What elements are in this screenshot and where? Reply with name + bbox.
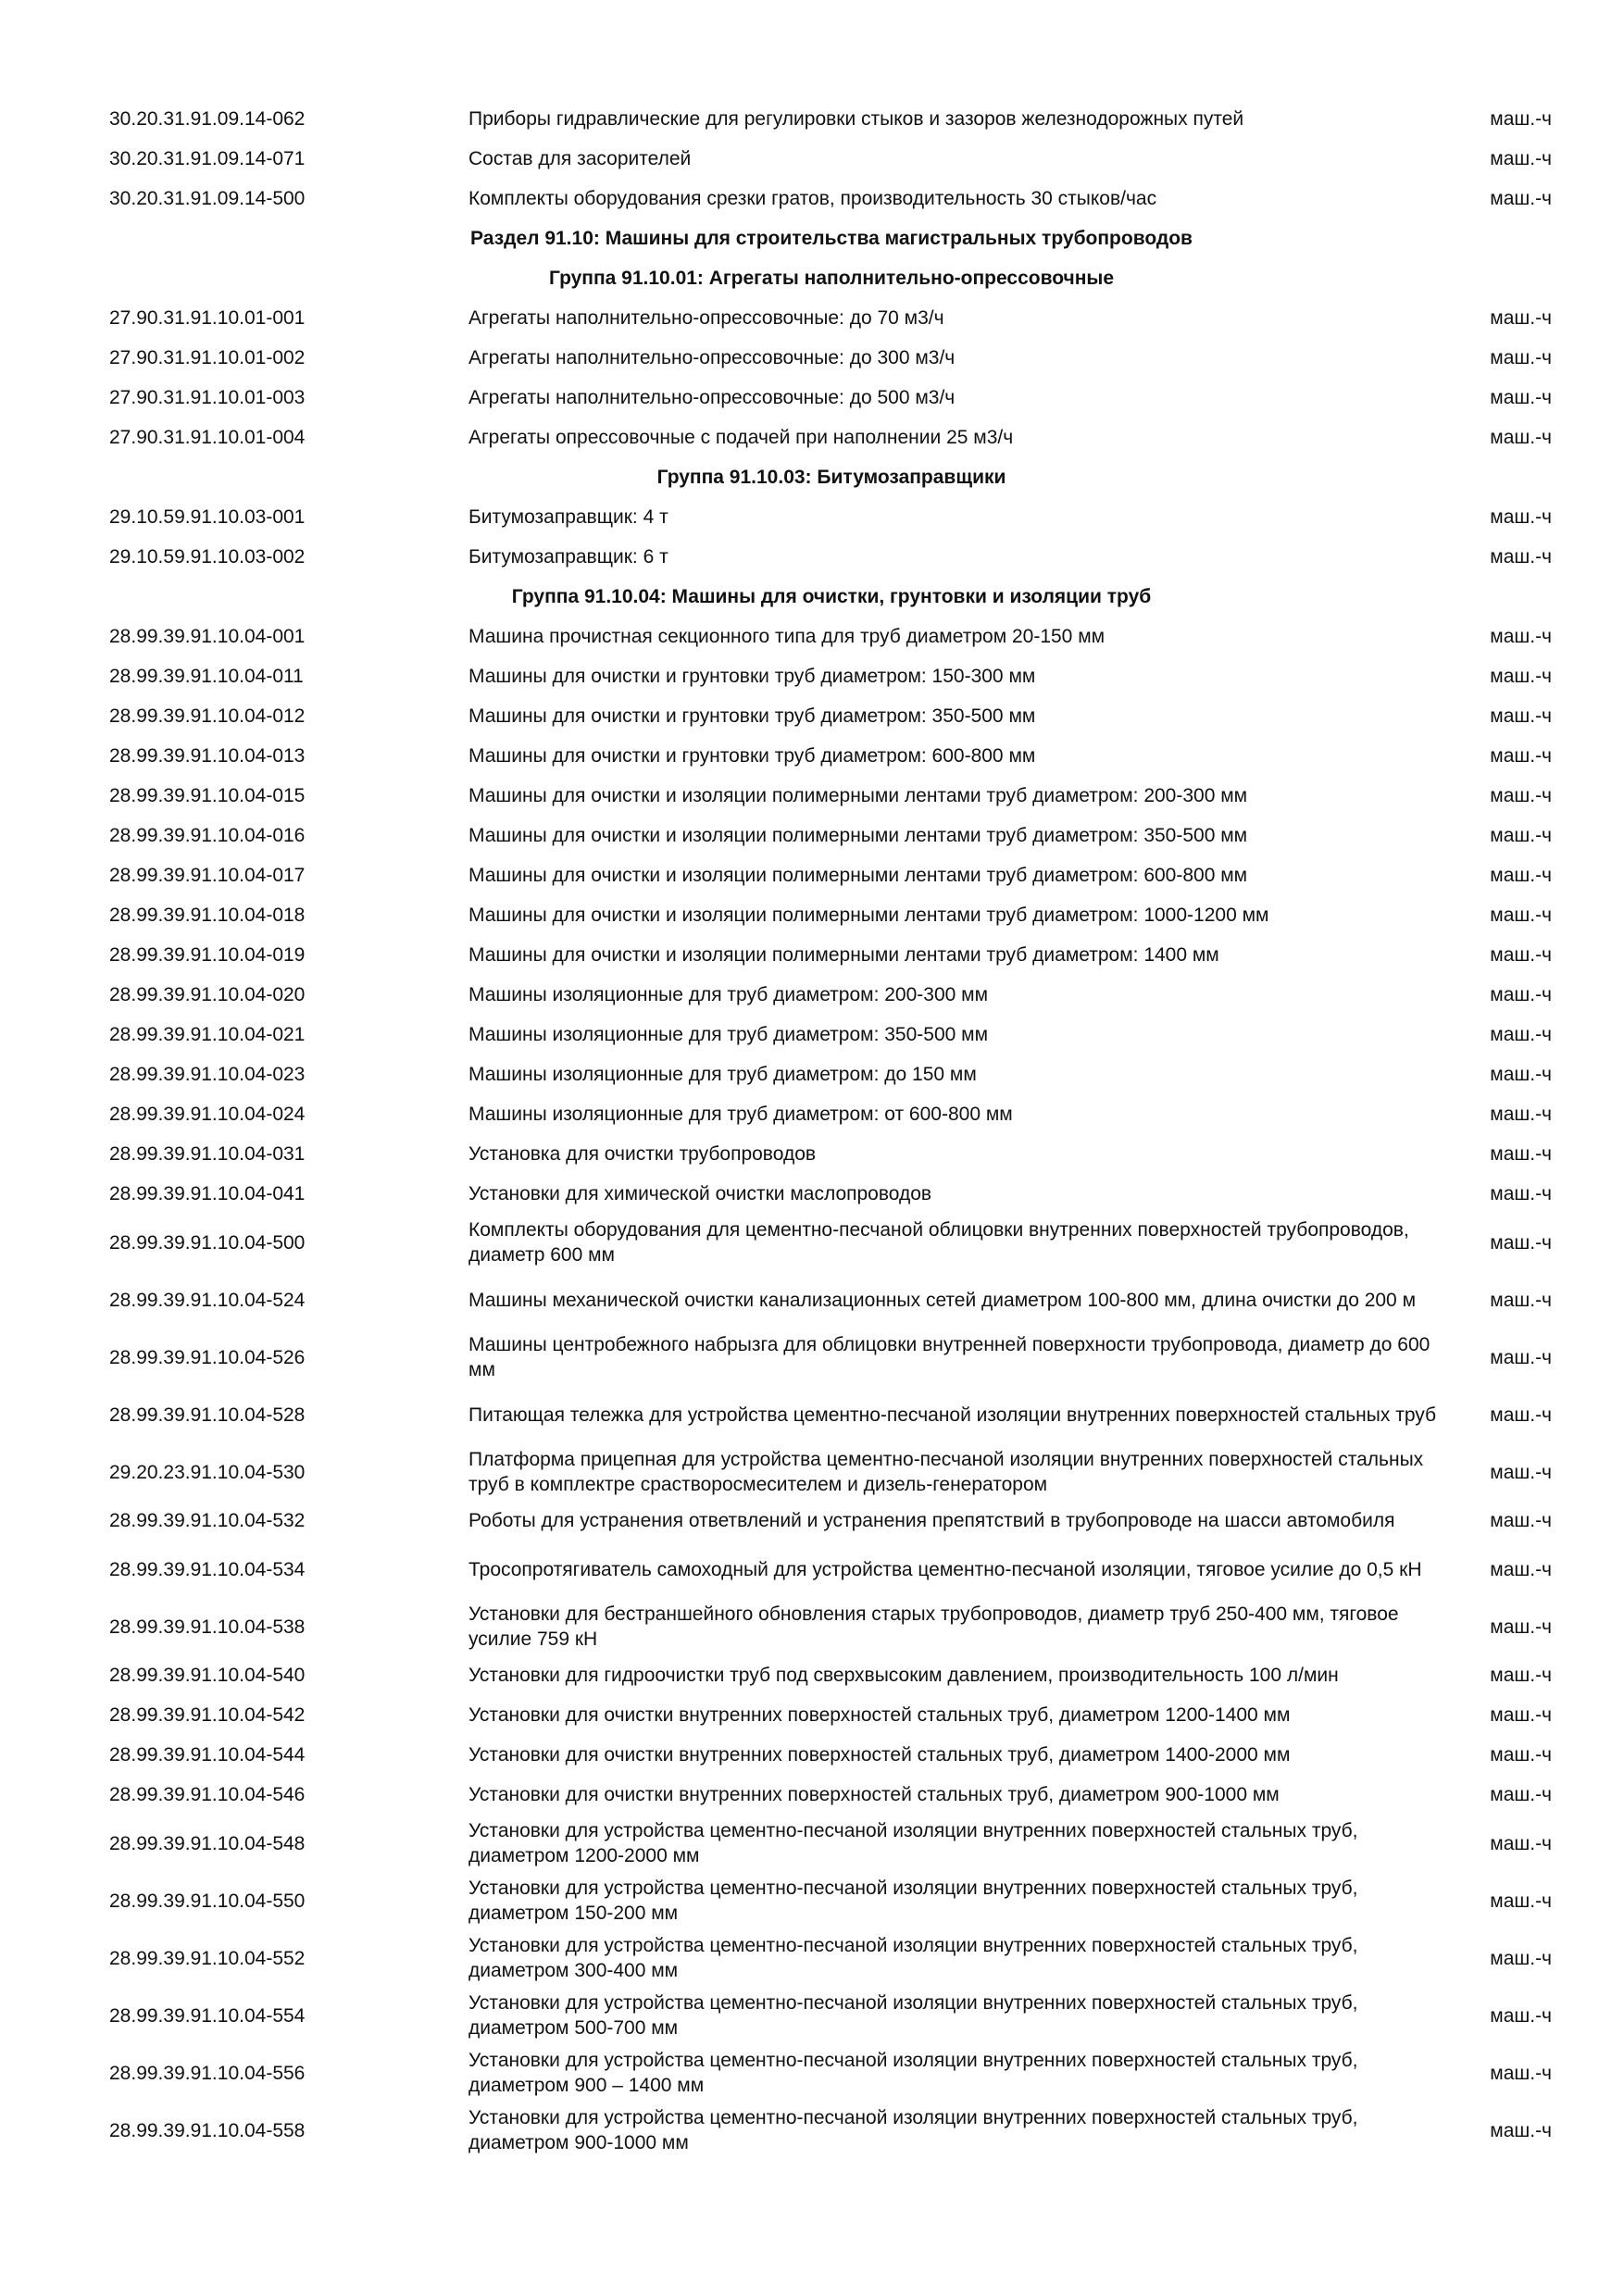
unit-of-measure: маш.-ч (1490, 1704, 1552, 1726)
section-heading: Группа 91.10.01: Агрегаты наполнительно-опрессовочные (548, 267, 1115, 289)
unit-of-measure: маш.-ч (1490, 1461, 1552, 1483)
table-row (109, 816, 1554, 855)
resource-code: 28.99.39.91.10.04-013 (109, 745, 306, 767)
unit-of-measure: маш.-ч (1490, 307, 1552, 329)
table-row (109, 736, 1554, 776)
table-row (109, 1443, 1554, 1501)
unit-of-measure: маш.-ч (1490, 2119, 1552, 2141)
resource-name: Машины изоляционные для труб диаметром: 200-300 мм (468, 984, 989, 1005)
resource-name: Машины изоляционные для труб диаметром: от 600-800 мм (468, 1104, 1013, 1125)
resource-table (109, 99, 1554, 2159)
table-row (109, 855, 1554, 895)
unit-of-measure: маш.-ч (1490, 427, 1552, 448)
resource-code: 28.99.39.91.10.04-558 (109, 2119, 306, 2141)
resource-code: 27.90.31.91.10.01-004 (109, 427, 306, 448)
resource-name: Установки для устройства цементно-песчаной изоляции внутренних поверхностей стальных труб, диаметром 900-1000 мм (468, 2107, 1358, 2153)
unit-of-measure: маш.-ч (1490, 1665, 1552, 1686)
resource-name: Платформа прицепная для устройства цементно-песчаной изоляции внутренних поверхностей стальных труб в комплектре срастворосмесителем и дизель-генератором (468, 1449, 1424, 1495)
unit-of-measure: маш.-ч (1490, 1404, 1552, 1426)
resource-name: Установки для гидроочистки труб под сверхвысоким давлением, производительность 100 л/мин (468, 1665, 1339, 1686)
table-row (109, 656, 1554, 696)
resource-code: 28.99.39.91.10.04-556 (109, 2062, 306, 2084)
resource-name: Машины для очистки и грунтовки труб диаметром: 600-800 мм (468, 745, 1036, 767)
table-row (109, 418, 1554, 457)
resource-code: 30.20.31.91.09.14-062 (109, 108, 306, 130)
resource-name: Комплекты оборудования для цементно-песчаной облицовки внутренних поверхностей трубопроводов, диаметр 600 мм (468, 1219, 1409, 1266)
resource-code: 28.99.39.91.10.04-546 (109, 1784, 306, 1805)
resource-code: 28.99.39.91.10.04-524 (109, 1289, 306, 1311)
unit-of-measure: маш.-ч (1490, 347, 1552, 368)
table-row (109, 338, 1554, 378)
resource-code: 28.99.39.91.10.04-548 (109, 1832, 306, 1854)
resource-name: Машины центробежного набрызга для облицовки внутренней поверхности трубопровода, диаметр до 600 мм (468, 1334, 1430, 1380)
table-row (109, 1054, 1554, 1094)
table-row (109, 1501, 1554, 1541)
table-row (109, 696, 1554, 736)
resource-name: Установки для очистки внутренних поверхностей стальных труб, диаметром 1200-1400 мм (468, 1704, 1291, 1726)
table-row (109, 1815, 1554, 1872)
unit-of-measure: маш.-ч (1490, 1890, 1552, 1912)
resource-name: Машины изоляционные для труб диаметром: 350-500 мм (468, 1024, 989, 1045)
resource-code: 30.20.31.91.09.14-500 (109, 188, 306, 209)
unit-of-measure: маш.-ч (1490, 2004, 1552, 2027)
unit-of-measure: маш.-ч (1490, 944, 1552, 966)
unit-of-measure: маш.-ч (1490, 506, 1552, 528)
resource-code: 28.99.39.91.10.04-017 (109, 865, 306, 886)
resource-code: 28.99.39.91.10.04-023 (109, 1064, 306, 1085)
unit-of-measure: маш.-ч (1490, 1143, 1552, 1165)
resource-code: 28.99.39.91.10.04-024 (109, 1104, 306, 1125)
resource-code: 30.20.31.91.09.14-071 (109, 148, 306, 169)
resource-name: Установки для очистки внутренних поверхностей стальных труб, диаметром 1400-2000 мм (468, 1744, 1291, 1766)
resource-code: 28.99.39.91.10.04-532 (109, 1510, 306, 1531)
resource-code: 28.99.39.91.10.04-542 (109, 1704, 306, 1726)
resource-name: Битумозаправщик: 4 т (468, 506, 668, 528)
resource-name: Питающая тележка для устройства цементно-песчаной изоляции внутренних поверхностей стальных труб (468, 1404, 1437, 1426)
resource-code: 28.99.39.91.10.04-001 (109, 626, 306, 647)
resource-code: 28.99.39.91.10.04-019 (109, 944, 306, 966)
resource-code: 29.10.59.91.10.03-001 (109, 506, 306, 528)
resource-name: Тросопротягиватель самоходный для устройства цементно-песчаной изоляции, тяговое усилие до 0,5 кН (468, 1558, 1422, 1580)
resource-code: 29.10.59.91.10.03-002 (109, 546, 306, 568)
resource-code: 28.99.39.91.10.04-540 (109, 1665, 306, 1686)
resource-name: Агрегаты наполнительно-опрессовочные: до 300 м3/ч (468, 347, 956, 368)
table-row (109, 1094, 1554, 1134)
resource-name: Машины для очистки и изоляции полимерными лентами труб диаметром: 600-800 мм (468, 865, 1248, 886)
resource-name: Приборы гидравлические для регулировки стыков и зазоров железнодорожных путей (468, 108, 1244, 130)
resource-code: 28.99.39.91.10.04-041 (109, 1183, 306, 1204)
unit-of-measure: маш.-ч (1490, 825, 1552, 846)
unit-of-measure: маш.-ч (1490, 865, 1552, 886)
table-row (109, 298, 1554, 338)
resource-name: Установки для бестраншейного обновления старых трубопроводов, диаметр труб 250-400 мм, тяговое усилие 759 кН (468, 1603, 1399, 1650)
table-row (109, 2102, 1554, 2159)
table-row (109, 1655, 1554, 1695)
unit-of-measure: маш.-ч (1490, 546, 1552, 568)
unit-of-measure: маш.-ч (1490, 1064, 1552, 1085)
resource-name: Битумозаправщик: 6 т (468, 546, 668, 568)
resource-name: Машина прочистная секционного типа для труб диаметром 20-150 мм (468, 626, 1106, 647)
unit-of-measure: маш.-ч (1490, 1346, 1552, 1368)
table-row (109, 1174, 1554, 1214)
table-row (109, 935, 1554, 975)
resource-code: 28.99.39.91.10.04-011 (109, 666, 304, 687)
resource-name: Агрегаты опрессовочные с подачей при наполнении 25 м3/ч (468, 427, 1014, 448)
resource-name: Машины для очистки и изоляции полимерными лентами труб диаметром: 350-500 мм (468, 825, 1248, 846)
resource-code: 28.99.39.91.10.04-526 (109, 1346, 306, 1368)
table-row (109, 537, 1554, 577)
resource-code: 28.99.39.91.10.04-031 (109, 1143, 306, 1165)
unit-of-measure: маш.-ч (1490, 2062, 1552, 2084)
resource-code: 28.99.39.91.10.04-018 (109, 905, 306, 926)
resource-code: 27.90.31.91.10.01-002 (109, 347, 306, 368)
unit-of-measure: маш.-ч (1490, 148, 1552, 169)
resource-name: Установки для очистки внутренних поверхностей стальных труб, диаметром 900-1000 мм (468, 1784, 1280, 1805)
resource-name: Состав для засорителей (468, 148, 692, 169)
table-row (109, 1134, 1554, 1174)
unit-of-measure: маш.-ч (1490, 1784, 1552, 1805)
table-row (109, 1775, 1554, 1815)
table-row (109, 497, 1554, 537)
table-row (109, 1541, 1554, 1598)
table-row (109, 1329, 1554, 1386)
resource-code: 28.99.39.91.10.04-500 (109, 1231, 306, 1254)
resource-code: 27.90.31.91.10.01-003 (109, 387, 306, 408)
resource-code: 28.99.39.91.10.04-015 (109, 785, 306, 806)
table-row (109, 1929, 1554, 1987)
resource-name: Комплекты оборудования срезки гратов, производительность 30 стыков/час (468, 188, 1157, 209)
unit-of-measure: маш.-ч (1490, 387, 1552, 408)
resource-name: Машины для очистки и изоляции полимерными лентами труб диаметром: 1400 мм (468, 944, 1219, 966)
resource-name: Машины для очистки и грунтовки труб диаметром: 350-500 мм (468, 705, 1036, 727)
resource-name: Установки для устройства цементно-песчаной изоляции внутренних поверхностей стальных труб, диаметром 900 – 1400 мм (468, 2050, 1358, 2096)
section-heading: Группа 91.10.03: Битумозаправщики (656, 466, 1006, 488)
resource-code: 28.99.39.91.10.04-550 (109, 1890, 306, 1912)
resource-name: Машины для очистки и изоляции полимерными лентами труб диаметром: 200-300 мм (468, 785, 1248, 806)
unit-of-measure: маш.-ч (1490, 705, 1552, 727)
resource-code: 28.99.39.91.10.04-554 (109, 2004, 306, 2027)
unit-of-measure: маш.-ч (1490, 1183, 1552, 1204)
resource-name: Машины для очистки и изоляции полимерными лентами труб диаметром: 1000-1200 мм (468, 905, 1269, 926)
table-row (109, 99, 1554, 139)
unit-of-measure: маш.-ч (1490, 666, 1552, 687)
unit-of-measure: маш.-ч (1490, 785, 1552, 806)
table-row (109, 179, 1554, 218)
resource-code: 28.99.39.91.10.04-538 (109, 1616, 306, 1638)
table-row (109, 975, 1554, 1015)
resource-code: 29.20.23.91.10.04-530 (109, 1461, 306, 1483)
resource-code: 27.90.31.91.10.01-001 (109, 307, 306, 329)
unit-of-measure: маш.-ч (1490, 984, 1552, 1005)
table-row (109, 1695, 1554, 1735)
resource-code: 28.99.39.91.10.04-012 (109, 705, 306, 727)
table-row (109, 1735, 1554, 1775)
unit-of-measure: маш.-ч (1490, 1289, 1552, 1311)
resource-name: Установки для устройства цементно-песчаной изоляции внутренних поверхностей стальных труб, диаметром 150-200 мм (468, 1878, 1358, 1924)
resource-code: 28.99.39.91.10.04-021 (109, 1024, 306, 1045)
unit-of-measure: маш.-ч (1490, 1510, 1552, 1531)
resource-code: 28.99.39.91.10.04-016 (109, 825, 306, 846)
resource-name: Установка для очистки трубопроводов (468, 1143, 817, 1165)
resource-code: 28.99.39.91.10.04-534 (109, 1558, 306, 1580)
resource-name: Установки для устройства цементно-песчаной изоляции внутренних поверхностей стальных труб, диаметром 500-700 мм (468, 1992, 1358, 2039)
resource-code: 28.99.39.91.10.04-528 (109, 1404, 306, 1426)
table-row (109, 1271, 1554, 1329)
unit-of-measure: маш.-ч (1490, 1832, 1552, 1854)
table-row (109, 2044, 1554, 2102)
resource-code: 28.99.39.91.10.04-552 (109, 1947, 306, 1969)
unit-of-measure: маш.-ч (1490, 1616, 1552, 1638)
unit-of-measure: маш.-ч (1490, 745, 1552, 767)
table-row (109, 378, 1554, 418)
table-row (109, 1872, 1554, 1929)
resource-name: Машины механической очистки канализационных сетей диаметром 100-800 мм, длина очистки до 200 м (468, 1289, 1417, 1311)
table-row (109, 1598, 1554, 1655)
table-row (109, 1214, 1554, 1271)
resource-name: Машины для очистки и грунтовки труб диаметром: 150-300 мм (468, 666, 1036, 687)
table-row (109, 617, 1554, 656)
resource-code: 28.99.39.91.10.04-544 (109, 1744, 306, 1766)
resource-name: Установки для устройства цементно-песчаной изоляции внутренних поверхностей стальных труб, диаметром 300-400 мм (468, 1935, 1358, 1981)
unit-of-measure: маш.-ч (1490, 1558, 1552, 1580)
unit-of-measure: маш.-ч (1490, 1104, 1552, 1125)
unit-of-measure: маш.-ч (1490, 1744, 1552, 1766)
resource-name: Установки для химической очистки маслопроводов (468, 1183, 932, 1204)
unit-of-measure: маш.-ч (1490, 1024, 1552, 1045)
resource-name: Машины изоляционные для труб диаметром: до 150 мм (468, 1064, 977, 1085)
table-row (109, 776, 1554, 816)
unit-of-measure: маш.-ч (1490, 108, 1552, 130)
table-row (109, 139, 1554, 179)
resource-name: Агрегаты наполнительно-опрессовочные: до 500 м3/ч (468, 387, 956, 408)
unit-of-measure: маш.-ч (1490, 1947, 1552, 1969)
unit-of-measure: маш.-ч (1490, 626, 1552, 647)
resource-code: 28.99.39.91.10.04-020 (109, 984, 306, 1005)
table-row (109, 1015, 1554, 1054)
resource-name: Роботы для устранения ответвлений и устранения препятствий в трубопроводе на шасси автомобиля (468, 1510, 1395, 1531)
unit-of-measure: маш.-ч (1490, 188, 1552, 209)
resource-name: Агрегаты наполнительно-опрессовочные: до 70 м3/ч (468, 307, 944, 329)
unit-of-measure: маш.-ч (1490, 905, 1552, 926)
resource-name: Установки для устройства цементно-песчаной изоляции внутренних поверхностей стальных труб, диаметром 1200-2000 мм (468, 1820, 1358, 1866)
section-heading: Группа 91.10.04: Машины для очистки, грунтовки и изоляции труб (511, 585, 1152, 607)
table-row (109, 1386, 1554, 1443)
table-row (109, 895, 1554, 935)
table-row (109, 1987, 1554, 2044)
section-heading: Раздел 91.10: Машины для строительства магистральных трубопроводов (470, 227, 1193, 249)
unit-of-measure: маш.-ч (1490, 1231, 1552, 1254)
